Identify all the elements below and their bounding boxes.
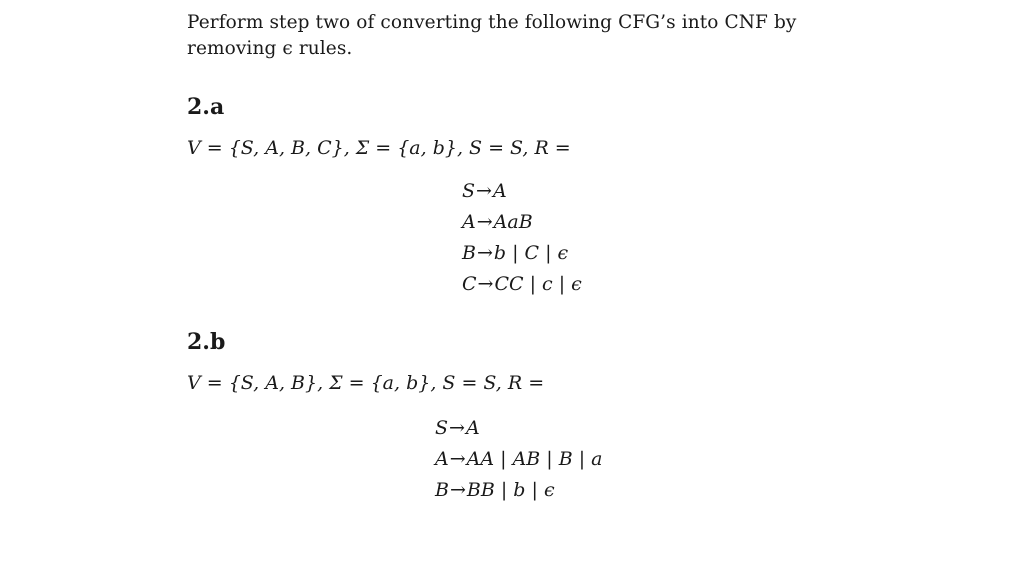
arrow-icon: → [449, 448, 466, 470]
rule-row [462, 176, 582, 207]
rule-lhs: S [462, 180, 476, 202]
rule-rhs: AaB [493, 211, 533, 233]
rule-lhs: A [462, 211, 476, 233]
rule-lhs: A [435, 448, 449, 470]
rule-rhs: BB | b | ϵ [466, 479, 555, 501]
rule-row [462, 269, 582, 300]
rule-rhs: AA | AB | B | a [466, 448, 603, 470]
rule-rhs: b | C | ϵ [493, 242, 569, 264]
section-title-2a: 2.a [187, 94, 225, 120]
arrow-icon: → [449, 417, 465, 439]
rule-rhs: A [492, 180, 507, 202]
rule-lhs: S [435, 417, 449, 439]
production-rules-2b [435, 413, 603, 506]
section-title-2b: 2.b [187, 329, 226, 355]
rule-lhs: C [462, 273, 477, 295]
rule-row [462, 238, 582, 269]
rule-row [462, 207, 582, 238]
rule-rhs: CC | c | ϵ [494, 273, 582, 295]
grammar-definition-2b: V = {S, A, B}, Σ = {a, b}, S = S, R = [187, 372, 545, 394]
rule-row [435, 475, 603, 506]
arrow-icon: → [476, 242, 493, 264]
production-rules-2a [462, 176, 582, 300]
arrow-icon: → [476, 211, 493, 233]
grammar-definition-2a: V = {S, A, B, C}, Σ = {a, b}, S = S, R = [187, 137, 571, 159]
arrow-icon: → [449, 479, 466, 501]
rule-row [435, 413, 603, 444]
problem-statement: Perform step two of converting the following CFG’s into CNF by removing ϵ rules. [187, 12, 797, 59]
rule-lhs: B [462, 242, 476, 264]
rule-row [435, 444, 603, 475]
rule-rhs: A [465, 417, 480, 439]
rule-lhs: B [435, 479, 449, 501]
arrow-icon: → [477, 273, 494, 295]
arrow-icon: → [476, 180, 492, 202]
